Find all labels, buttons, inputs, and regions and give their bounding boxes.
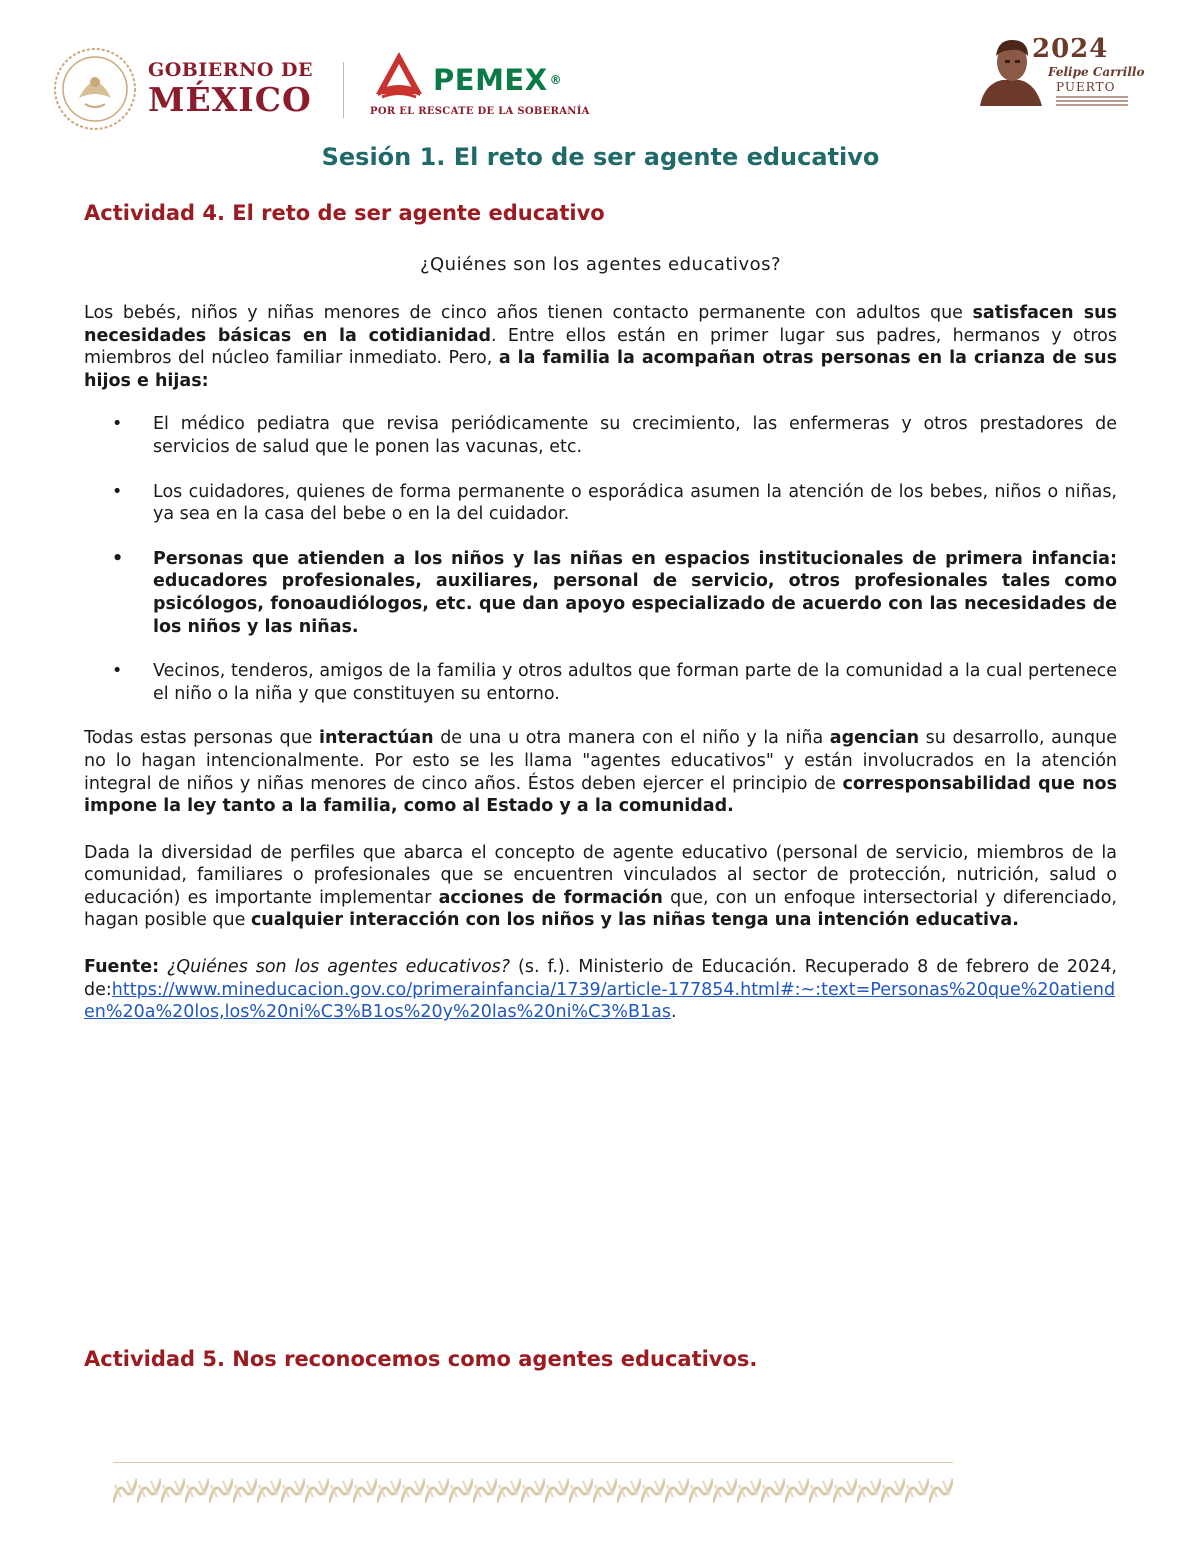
list-item [84,660,1117,705]
registered-mark: ® [549,73,563,87]
p1-bold-1: satisfacen sus necesidades básicas en la cotidianidad [84,303,1118,346]
pemex-wordmark [433,64,562,96]
list-item-text: Personas que atienden a los niños y las niñas en espacios institucionales de primera infancia: educadores profesionales, auxiliares, personal de servicio, otros profesionales tales como psicólogos, fonoaudiólogos, etc. que dan apoyo especializado de acuerdo con las necesidades de los niños y las niñas. [153,548,1117,637]
list-item-text: El médico pediatra que revisa periódicamente su crecimiento, las enfermeras y otros prestadores de servicios de salud que le ponen las vacunas, etc. [153,414,1117,457]
gob-line2: MÉXICO [148,80,312,119]
section-question: ¿Quiénes son los agentes educativos? [419,254,782,275]
list-item [84,413,1117,458]
source-link[interactable]: https://www.mineducacion.gov.co/primerainfancia/1739/article-177854.html#:~:text=Personas%20que%20atienden%20a%20los,los%20ni%C3%B1os%20y%20las%20ni%C3%B1as [84,979,1116,1023]
gobierno-de-mexico-logo [148,58,313,118]
source-text: (s. f.). Ministerio de Educación. Recuperado 8 de febrero de 2024, de: [84,957,1117,1000]
agents-list [84,413,1117,705]
pemex-slogan: POR EL RESCATE DE LA SOBERANÍA [370,106,590,117]
p2-text-3: su desarrollo, aunque no lo hagan intencionalmente. Por esto se les llama "agentes educativos" y están involucrados en la atención integral de niños y niñas menores de cinco años. Éstos deben ejercer el principio de [84,728,1117,794]
list-item-text: Los cuidadores, quienes de forma permanente o esporádica asumen la atención de los bebes, niños o niñas, ya sea en la casa del bebe o en la del cuidador. [153,481,1117,525]
document-header [0,0,1200,135]
paragraph-1 [84,302,1117,392]
p2-bold-3: corresponsabilidad que nos impone la ley tanto a la familia, como al Estado y a la comunidad. [84,773,1117,817]
source-end: . [671,1002,677,1023]
felipe-carrillo-text: Felipe Carrillo [1048,65,1145,79]
pemex-flame-icon [370,50,428,106]
bullet-icon: • [112,548,124,569]
list-item [84,548,1117,638]
p3-text-1: Dada la diversidad de perfiles que abarca el concepto de agente educativo (personal de servicio, miembros de la comunidad, familiares o profesionales que se encuentren vinculados al sector de protección, nutrición, salud o educación) es importante implementar [84,842,1117,908]
source-label: Fuente: [84,957,160,978]
p3-bold-1: acciones de formación [438,887,663,908]
puerto-text: PUERTO [1056,80,1116,94]
mexico-coat-of-arms-icon [52,46,138,132]
p1-bold-2: a la familia la acompañan otras personas en la crianza de sus hijos e hijas: [84,348,1117,391]
year-2024: 2024 [1032,34,1109,64]
logo-divider [343,62,344,118]
footer-ornament-pattern [113,1477,953,1505]
paragraph-2 [84,727,1117,817]
gob-line1: GOBIERNO DE [148,59,313,81]
p1-text-1: Los bebés, niños y niñas menores de cinco años tienen contacto permanente con adultos que [84,303,973,323]
footer-divider [113,1462,953,1463]
source-citation [84,956,1117,1024]
activity-5-title: Actividad 5. Nos reconocemos como agentes educativos. [84,1347,758,1371]
p3-text-2: que, con un enfoque intersectorial y diferenciado, hagan posible que [84,887,1117,931]
list-item [84,481,1117,526]
p2-text-1: Todas estas personas que [84,728,320,749]
list-item-text: Vecinos, tenderos, amigos de la familia y otros adultos que forman parte de la comunidad a la cual pertenece el niño o la niña y que constituyen su entorno. [153,661,1117,704]
source-title: ¿Quiénes son los agentes educativos? [167,957,511,978]
paragraph-3 [84,842,1117,932]
p3-bold-2: cualquier interacción con los niños y las niñas tenga una intención educativa. [250,910,1019,931]
bullet-icon: • [112,414,123,435]
bullet-icon: • [112,661,123,682]
session-title: Sesión 1. El reto de ser agente educativo [321,143,880,171]
activity-4-title: Actividad 4. El reto de ser agente educativo [84,201,605,225]
p2-text-2: de una u otra manera con el niño y la niña [433,728,830,749]
pemex-name: PEMEX [433,63,548,97]
p1-text-2: . Entre ellos están en primer lugar sus padres, hermanos y otros miembros del núcleo familiar inmediato. Pero, [84,325,1117,369]
p2-bold-1: interactúan [319,728,434,749]
document-body [84,140,1117,1024]
logo-fine-print [1056,96,1128,108]
felipe-carrillo-puerto-2024-logo [976,34,1151,112]
p2-bold-2: agencian [829,728,920,749]
bullet-icon: • [112,481,123,502]
